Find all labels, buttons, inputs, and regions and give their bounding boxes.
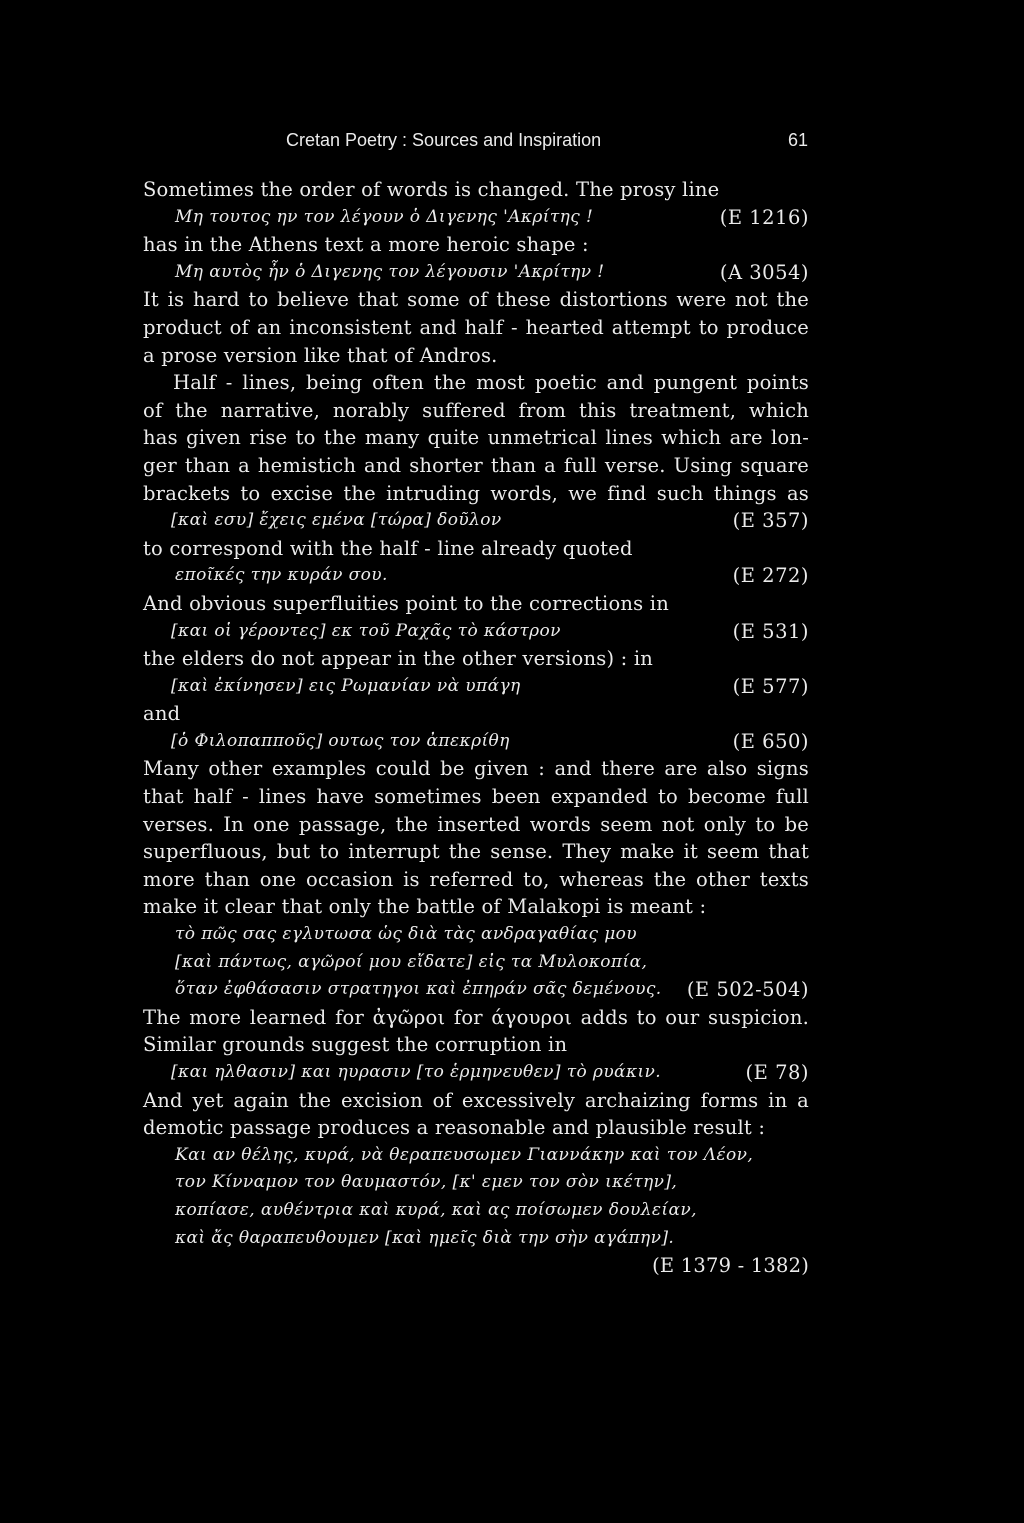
text-line	[143, 176, 809, 204]
line-reference: (A 3054)	[719, 260, 809, 284]
line-text: of the narrative, norably suffered from this treatment, which	[143, 398, 809, 422]
text-line	[143, 452, 809, 480]
greek-quotation-line	[143, 728, 809, 756]
line-text: And yet again the excision of excessively archaizing forms in a	[143, 1088, 809, 1112]
text-line	[143, 480, 809, 508]
line-text: the elders do not appear in the other versions) : in	[143, 647, 654, 671]
text-line	[143, 342, 809, 370]
line-text: ger than a hemistich and shorter than a full verse. Using square	[143, 453, 809, 477]
line-text: make it clear that only the battle of Malakopi is meant :	[143, 895, 707, 919]
greek-quotation-line	[143, 976, 809, 1004]
line-text: product of an inconsistent and half - hearted attempt to produce	[143, 315, 809, 339]
line-text: Many other examples could be given : and there are also signs	[143, 757, 809, 781]
text-line	[143, 1031, 809, 1059]
line-reference: (E 357)	[732, 509, 809, 533]
text-line	[143, 866, 809, 894]
text-line	[143, 397, 809, 425]
greek-quotation-line	[143, 259, 809, 287]
line-text: εποῖκές την κυράν σου.	[175, 565, 388, 586]
line-text: It is hard to believe that some of these distortions were not the	[143, 288, 809, 312]
body-text	[143, 176, 809, 1280]
line-text: that half - lines have sometimes been expanded to become full	[143, 785, 809, 809]
line-text: (E 1379 - 1382)	[652, 1254, 809, 1278]
greek-quotation-line	[143, 1142, 809, 1170]
line-text: more than one occasion is referred to, whereas the other texts	[143, 867, 809, 891]
text-line	[143, 838, 809, 866]
line-text: [ὁ Φιλοπαπποῦς] ουτως τον ἀπεκρίθη	[171, 730, 510, 751]
line-text: Sometimes the order of words is changed. The prosy line	[143, 178, 720, 201]
greek-quotation-line	[143, 204, 809, 232]
text-line	[143, 1087, 809, 1115]
greek-quotation-line	[143, 1059, 809, 1087]
greek-quotation-line	[143, 949, 809, 977]
line-reference: (E 650)	[732, 729, 809, 753]
line-text: [και οἱ γέροντες] εκ τοῦ Ραχᾶς τὸ κάστρον	[171, 620, 561, 641]
line-reference: (E 577)	[732, 674, 809, 698]
text-line	[143, 314, 809, 342]
text-line	[143, 535, 809, 563]
line-text: verses. In one passage, the inserted words seem not only to be	[143, 812, 809, 836]
greek-quotation-line	[143, 507, 809, 535]
page-number: 61	[787, 130, 808, 150]
greek-quotation-line	[143, 618, 809, 646]
line-reference: (E 78)	[745, 1061, 809, 1084]
line-text: has in the Athens text a more heroic shape :	[143, 233, 589, 257]
line-text: τον Κίνναμον τον θαυμαστόν, [κ' εμεν τον σὸν ικέτην],	[175, 1172, 678, 1193]
page-header	[286, 126, 808, 156]
line-text: [καὶ εσυ] ἔχεις εμένα [τώρα] δοῦλον	[171, 510, 502, 531]
text-line	[143, 700, 809, 728]
line-text: Μη αυτὸς ἦν ὁ Διγενης τον λέγουσιν 'Ακρίτην !	[175, 261, 605, 282]
line-text: And obvious superfluities point to the corrections in	[143, 591, 669, 615]
line-text: superfluous, but to interrupt the sense. They make it seem that	[143, 840, 809, 864]
line-text: has given rise to the many quite unmetrical lines which are lon-	[143, 426, 809, 450]
line-text: [καὶ πάντως, αγῶροί μου εἴδατε] εἰς τα Μυλοκοπία,	[175, 951, 648, 972]
text-line	[143, 893, 809, 921]
text-line	[143, 783, 809, 811]
line-text: brackets to excise the intruding words, we find such things as	[143, 481, 809, 505]
text-line	[143, 286, 809, 314]
greek-quotation-line	[143, 921, 809, 949]
line-reference: (E 502-504)	[686, 978, 809, 1002]
line-reference: (E 272)	[732, 564, 809, 588]
line-text: ὅταν ἐφθάσασιν στρατηγοι καὶ ἐπηράν σᾶς δεμένους.	[175, 979, 662, 1000]
greek-quotation-line	[143, 1225, 809, 1253]
greek-quotation-line	[143, 673, 809, 701]
line-reference: (E 531)	[732, 619, 809, 643]
line-text: καὶ ἄς θαραπευθουμεν [καὶ ημεῖς διὰ την σὴν αγάπην].	[175, 1227, 675, 1248]
line-reference	[143, 1252, 809, 1280]
line-text: Μη τουτος ην τον λέγουν ὁ Διγενης 'Ακρίτης !	[175, 206, 594, 227]
text-line	[143, 645, 809, 673]
text-line	[143, 1004, 809, 1032]
text-line	[143, 1114, 809, 1142]
line-text: demotic passage produces a reasonable and plausible result :	[143, 1116, 766, 1140]
greek-quotation-line	[143, 562, 809, 590]
line-text: Similar grounds suggest the corruption in	[143, 1033, 568, 1057]
line-text: to correspond with the half - line already quoted	[143, 536, 633, 560]
line-text: Half - lines, being often the most poetic and pungent points	[173, 371, 809, 395]
greek-quotation-line	[143, 1169, 809, 1197]
text-line	[143, 231, 809, 259]
line-text: τὸ πῶς σας εγλυτωσα ὡς διὰ τὰς ανδραγαθίας μου	[175, 924, 638, 945]
line-reference: (E 1216)	[719, 205, 809, 229]
line-text: κοπίασε, αυθέντρια καὶ κυρά, καὶ ας ποίσωμεν δουλείαν,	[175, 1199, 697, 1220]
line-text: and	[143, 702, 181, 726]
running-title: Cretan Poetry : Sources and Inspiration	[286, 130, 602, 150]
text-line	[143, 424, 809, 452]
line-text: The more learned for ἀγῶροι for άγουροι adds to our suspicion.	[143, 1005, 809, 1029]
line-text: [και ηλθασιν] και ηυρασιν [το ἑρμηνευθεν] τὸ ρυάκιν.	[171, 1062, 662, 1082]
text-line	[143, 755, 809, 783]
line-text: [καὶ ἐκίνησεν] εις Ρωμανίαν νὰ υπάγη	[171, 675, 521, 696]
text-line	[143, 811, 809, 839]
line-text: Και αν θέλης, κυρά, νὰ θεραπευσωμεν Γιαννάκην καὶ τον Λέον,	[175, 1144, 754, 1165]
text-line	[143, 590, 809, 618]
greek-quotation-line	[143, 1197, 809, 1225]
text-line	[143, 369, 809, 397]
line-text: a prose version like that of Andros.	[143, 343, 498, 367]
